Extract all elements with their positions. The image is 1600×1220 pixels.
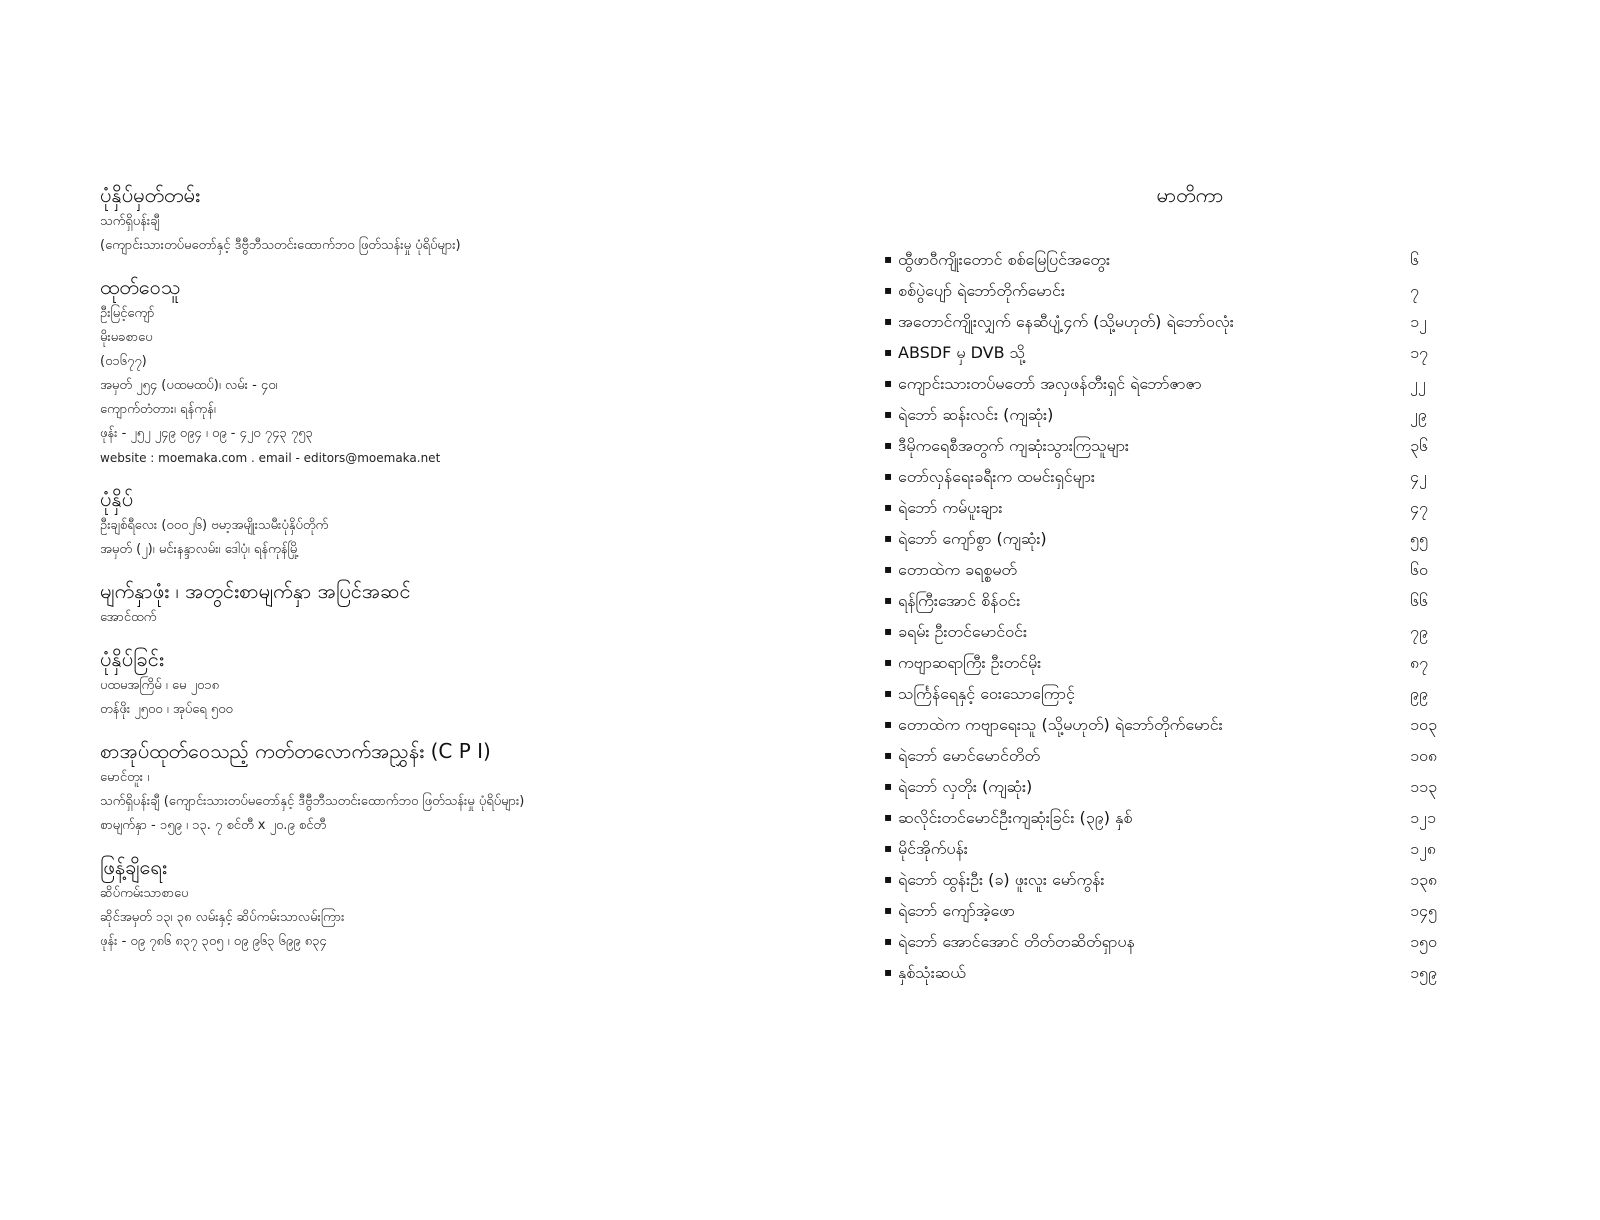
toc-item-page: ၄၇ — [1410, 498, 1428, 517]
toc-item-page: ၁၄၅ — [1410, 901, 1437, 920]
toc-item — [884, 244, 1450, 275]
toc-item — [884, 523, 1450, 554]
toc-item-label: စစ်ပွဲပျော် ရဲဘော်တိုက်မောင်း — [898, 281, 1065, 300]
toc-item — [884, 678, 1450, 709]
table-of-contents — [884, 180, 1450, 988]
section-line: ဖုန်း - ၂၅၂ ၂၄၉ ၀၉၄ ၊ ၀၉ - ၄၂၀ ၇၄၃ ၇၅၃ — [100, 426, 313, 441]
section-line: စာမျက်နှာ - ၁၅၉ ၊ ၁၃. ၇ စင်တီ x ၂၀.၉ စင်တီ — [100, 818, 327, 833]
bullet-icon: ▪ — [884, 283, 893, 297]
toc-item-label: ဆလိုင်းတင်မောင်ဦးကျဆုံးခြင်း (၃၉) နှစ် — [898, 808, 1133, 827]
toc-item-page: ၃၆ — [1410, 436, 1428, 455]
section-line: ဦးမြင့်ကျော် — [100, 306, 155, 321]
bullet-icon: ▪ — [884, 624, 893, 638]
toc-title: မာတိကာ — [1156, 183, 1224, 207]
toc-item-page: ၁၂ — [1410, 312, 1427, 331]
section-line: (၀၁၆၇၇) — [100, 354, 147, 369]
toc-item — [884, 740, 1450, 771]
toc-item-page: ၄၂ — [1410, 467, 1427, 486]
bullet-icon: ▪ — [884, 314, 893, 328]
bullet-icon: ▪ — [884, 252, 893, 266]
toc-item-page: ၁၂၈ — [1410, 839, 1436, 858]
toc-item-label: ရဲဘော် လှတိုး (ကျဆုံး) — [898, 777, 1033, 796]
section-line: မောင်တူး ၊ — [100, 770, 150, 785]
bullet-icon: ▪ — [884, 531, 893, 545]
toc-item-label: ထွီဖာဝီကျိုးတောင် စစ်မြေပြင်အတွေး — [898, 250, 1111, 269]
toc-item-label: နှစ်သုံးဆယ် — [898, 963, 966, 982]
bullet-icon: ▪ — [884, 376, 893, 390]
toc-item-page: ၁၀၈ — [1410, 746, 1438, 765]
toc-item — [884, 337, 1450, 368]
toc-item-page: ၅၅ — [1410, 529, 1428, 548]
toc-item-label: ရဲဘော် မောင်မောင်တိတ် — [898, 746, 1041, 765]
toc-item-page: ၁၁၃ — [1410, 777, 1437, 796]
bullet-icon: ▪ — [884, 407, 893, 421]
section-title: ပုံနှိပ် — [100, 487, 134, 511]
bullet-icon: ▪ — [884, 748, 893, 762]
bullet-icon: ▪ — [884, 779, 893, 793]
section-line: ဖုန်း - ၀၉ ၇၈၆ ၈၃၇ ၃၀၅ ၊ ၀၉ ၉၆၃ ၆၉၉ ၈၃၄ — [100, 934, 327, 949]
bullet-icon: ▪ — [884, 686, 893, 700]
colophon-section — [100, 736, 820, 838]
bullet-icon: ▪ — [884, 965, 893, 979]
section-line: website : moemaka.com . email - editors@moemaka.net — [100, 451, 441, 465]
toc-item-page: ၇ — [1410, 281, 1419, 300]
toc-item — [884, 399, 1450, 430]
toc-item — [884, 864, 1450, 895]
toc-item-label: ရဲဘော် ကျော်အဲ့ဖော — [898, 901, 1015, 920]
section-line: အမှတ် ၂၅၄ (ပထမထပ်)၊ လမ်း - ၄၀၊ — [100, 378, 278, 393]
toc-item-page: ၆၀ — [1410, 560, 1428, 579]
bullet-icon: ▪ — [884, 500, 893, 514]
toc-item — [884, 368, 1450, 399]
toc-item-label: ABSDF မှ DVB သို့ — [898, 343, 1026, 362]
toc-item — [884, 554, 1450, 585]
toc-item-page: ၁၇ — [1410, 343, 1428, 362]
toc-item-page: ၆ — [1410, 250, 1419, 269]
bullet-icon: ▪ — [884, 655, 893, 669]
section-line: ဦးချစ်ရီလေး (၀၀၀၂၆) ဗမာ့အမျိုးသမီးပုံနှိပ်တိုက် — [100, 518, 329, 533]
toc-item-label: ကဗျာဆရာကြီး ဦးတင်မိုး — [898, 653, 1042, 672]
section-line: သက်ရှိပန်းချီ (ကျောင်းသားတပ်မတော်နှင့် ဒီဗွီဘီသတင်းထောက်ဘဝ ဖြတ်သန်းမှု ပုံရိပ်များ) — [100, 794, 525, 809]
section-title: ထုတ်ဝေသူ — [100, 275, 181, 299]
toc-item-label: ရဲဘော် ကမ်ပူးချား — [898, 498, 1003, 517]
toc-item-page: ၈၇ — [1410, 653, 1429, 672]
toc-item-label: အတောင်ကျိုးလျှက် နေဆီပျံ့၄က် (သို့မဟုတ်) ရဲဘော်ဝလုံး — [898, 312, 1234, 331]
section-line: ဆိုင်အမှတ် ၁၃၊ ၃၈ လမ်းနှင့် ဆိပ်ကမ်းသာလမ်းကြား — [100, 910, 345, 925]
bullet-icon: ▪ — [884, 903, 893, 917]
toc-item — [884, 306, 1450, 337]
section-line: ကျောက်တံတား၊ ရန်ကုန်၊ — [100, 402, 216, 417]
toc-item-page: ၁၅၀ — [1410, 932, 1437, 951]
toc-item — [884, 802, 1450, 833]
toc-item — [884, 957, 1450, 988]
toc-item-page: ၁၃၈ — [1410, 870, 1438, 889]
toc-item — [884, 585, 1450, 616]
toc-item-page: ၇၉ — [1410, 622, 1428, 641]
toc-item-label: ရန်ကြီးအောင် စိန်ဝင်း — [898, 591, 1021, 610]
bullet-icon: ▪ — [884, 717, 893, 731]
toc-item — [884, 926, 1450, 957]
colophon — [100, 180, 820, 968]
toc-item — [884, 833, 1450, 864]
bullet-icon: ▪ — [884, 593, 893, 607]
section-line: ဆိပ်ကမ်းသာစာပေ — [100, 886, 189, 901]
section-title: ပုံနှိပ်မှတ်တမ်း — [100, 183, 201, 207]
toc-item-label: မိုင်အိုက်ပန်း — [898, 839, 968, 858]
toc-item-label: တောထဲက ကဗျာရေးသူ (သို့မဟုတ်) ရဲဘော်တိုက်မောင်း — [898, 715, 1223, 734]
section-title: ပုံနှိပ်ခြင်း — [100, 647, 164, 671]
toc-item-label: ခရမ်း ဦးတင်မောင်ဝင်း — [898, 622, 1028, 641]
bullet-icon: ▪ — [884, 810, 893, 824]
toc-item-page: ၆၆ — [1410, 591, 1428, 610]
toc-item — [884, 430, 1450, 461]
toc-item — [884, 709, 1450, 740]
toc-item — [884, 616, 1450, 647]
section-title: ဖြန့်ချိရေး — [100, 855, 167, 879]
section-line: အောင်ထက် — [100, 610, 157, 625]
toc-item-label: ဒီမိုကရေစီအတွက် ကျဆုံးသွားကြသူများ — [898, 436, 1129, 455]
section-line: သက်ရှိပန်းချီ — [100, 214, 160, 229]
section-line: အမှတ် (၂)၊ မင်းနန္ဒာလမ်း၊ ဒေါပုံ၊ ရန်ကုန်မြို့ — [100, 542, 300, 557]
toc-item-label: ရဲဘော် ကျော်စွာ (ကျဆုံး) — [898, 529, 1047, 548]
toc-item-page: ၂၂ — [1410, 374, 1426, 393]
toc-list — [884, 244, 1450, 988]
bullet-icon: ▪ — [884, 841, 893, 855]
bullet-icon: ▪ — [884, 438, 893, 452]
toc-item-label: သင်္ကြန်ရေနှင့် ဝေးသောကြောင့် — [898, 684, 1075, 703]
section-title: စာအုပ်ထုတ်ဝေသည့် ကတ်တလောက်အညွှန်း (C P I) — [100, 739, 491, 763]
colophon-section — [100, 644, 820, 722]
toc-item-page: ၁၅၉ — [1410, 963, 1437, 982]
toc-item-label: ကျောင်းသားတပ်မတော် အလှဖန်တီးရှင် ရဲဘော်ဇာဇာ — [898, 374, 1202, 393]
toc-item-label: ရဲဘော် အောင်အောင် တိတ်တဆိတ်ရှာပန — [898, 932, 1135, 951]
section-line: (ကျောင်းသားတပ်မတော်နှင့် ဒီဗွီဘီသတင်းထောက်ဘဝ ဖြတ်သန်းမှု ပုံရိပ်များ) — [100, 238, 461, 253]
bullet-icon: ▪ — [884, 934, 893, 948]
toc-item — [884, 771, 1450, 802]
toc-item — [884, 461, 1450, 492]
toc-item-page: ၁၀၃ — [1410, 715, 1437, 734]
toc-item-page: ၉၉ — [1410, 684, 1428, 703]
colophon-section — [100, 272, 820, 470]
toc-item — [884, 492, 1450, 523]
section-line: ပထမအကြိမ် ၊ မေ ၂၀၁၈ — [100, 678, 220, 693]
toc-item — [884, 647, 1450, 678]
bullet-icon: ▪ — [884, 469, 893, 483]
colophon-section — [100, 180, 820, 258]
section-line: မိုးမခစာပေ — [100, 330, 153, 345]
toc-item-label: တောထဲက ခရစ္စမတ် — [898, 560, 1017, 579]
bullet-icon: ▪ — [884, 872, 893, 886]
colophon-section — [100, 484, 820, 562]
section-title: မျက်နှာဖုံး ၊ အတွင်းစာမျက်နှာ အပြင်အဆင် — [100, 579, 411, 603]
toc-item-label: တော်လှန်ရေးခရီးက ထမင်းရှင်များ — [898, 467, 1095, 486]
toc-item-label: ရဲဘော် ဆန်းလင်း (ကျဆုံး) — [898, 405, 1054, 424]
colophon-sections — [100, 180, 820, 954]
section-line: တန်ဖိုး ၂၅၀၀ ၊ အုပ်ရေ ၅၀၀ — [100, 702, 233, 717]
toc-item-label: ရဲဘော် ထွန်းဦး (ခ) ဖူးလူး မော်ကွန်း — [898, 870, 1105, 889]
bullet-icon: ▪ — [884, 562, 893, 576]
toc-item-page: ၁၂၁ — [1410, 808, 1436, 827]
toc-item — [884, 275, 1450, 306]
colophon-section — [100, 576, 820, 630]
toc-item-page: ၂၉ — [1410, 405, 1427, 424]
colophon-section — [100, 852, 820, 954]
toc-item — [884, 895, 1450, 926]
bullet-icon: ▪ — [884, 345, 893, 359]
